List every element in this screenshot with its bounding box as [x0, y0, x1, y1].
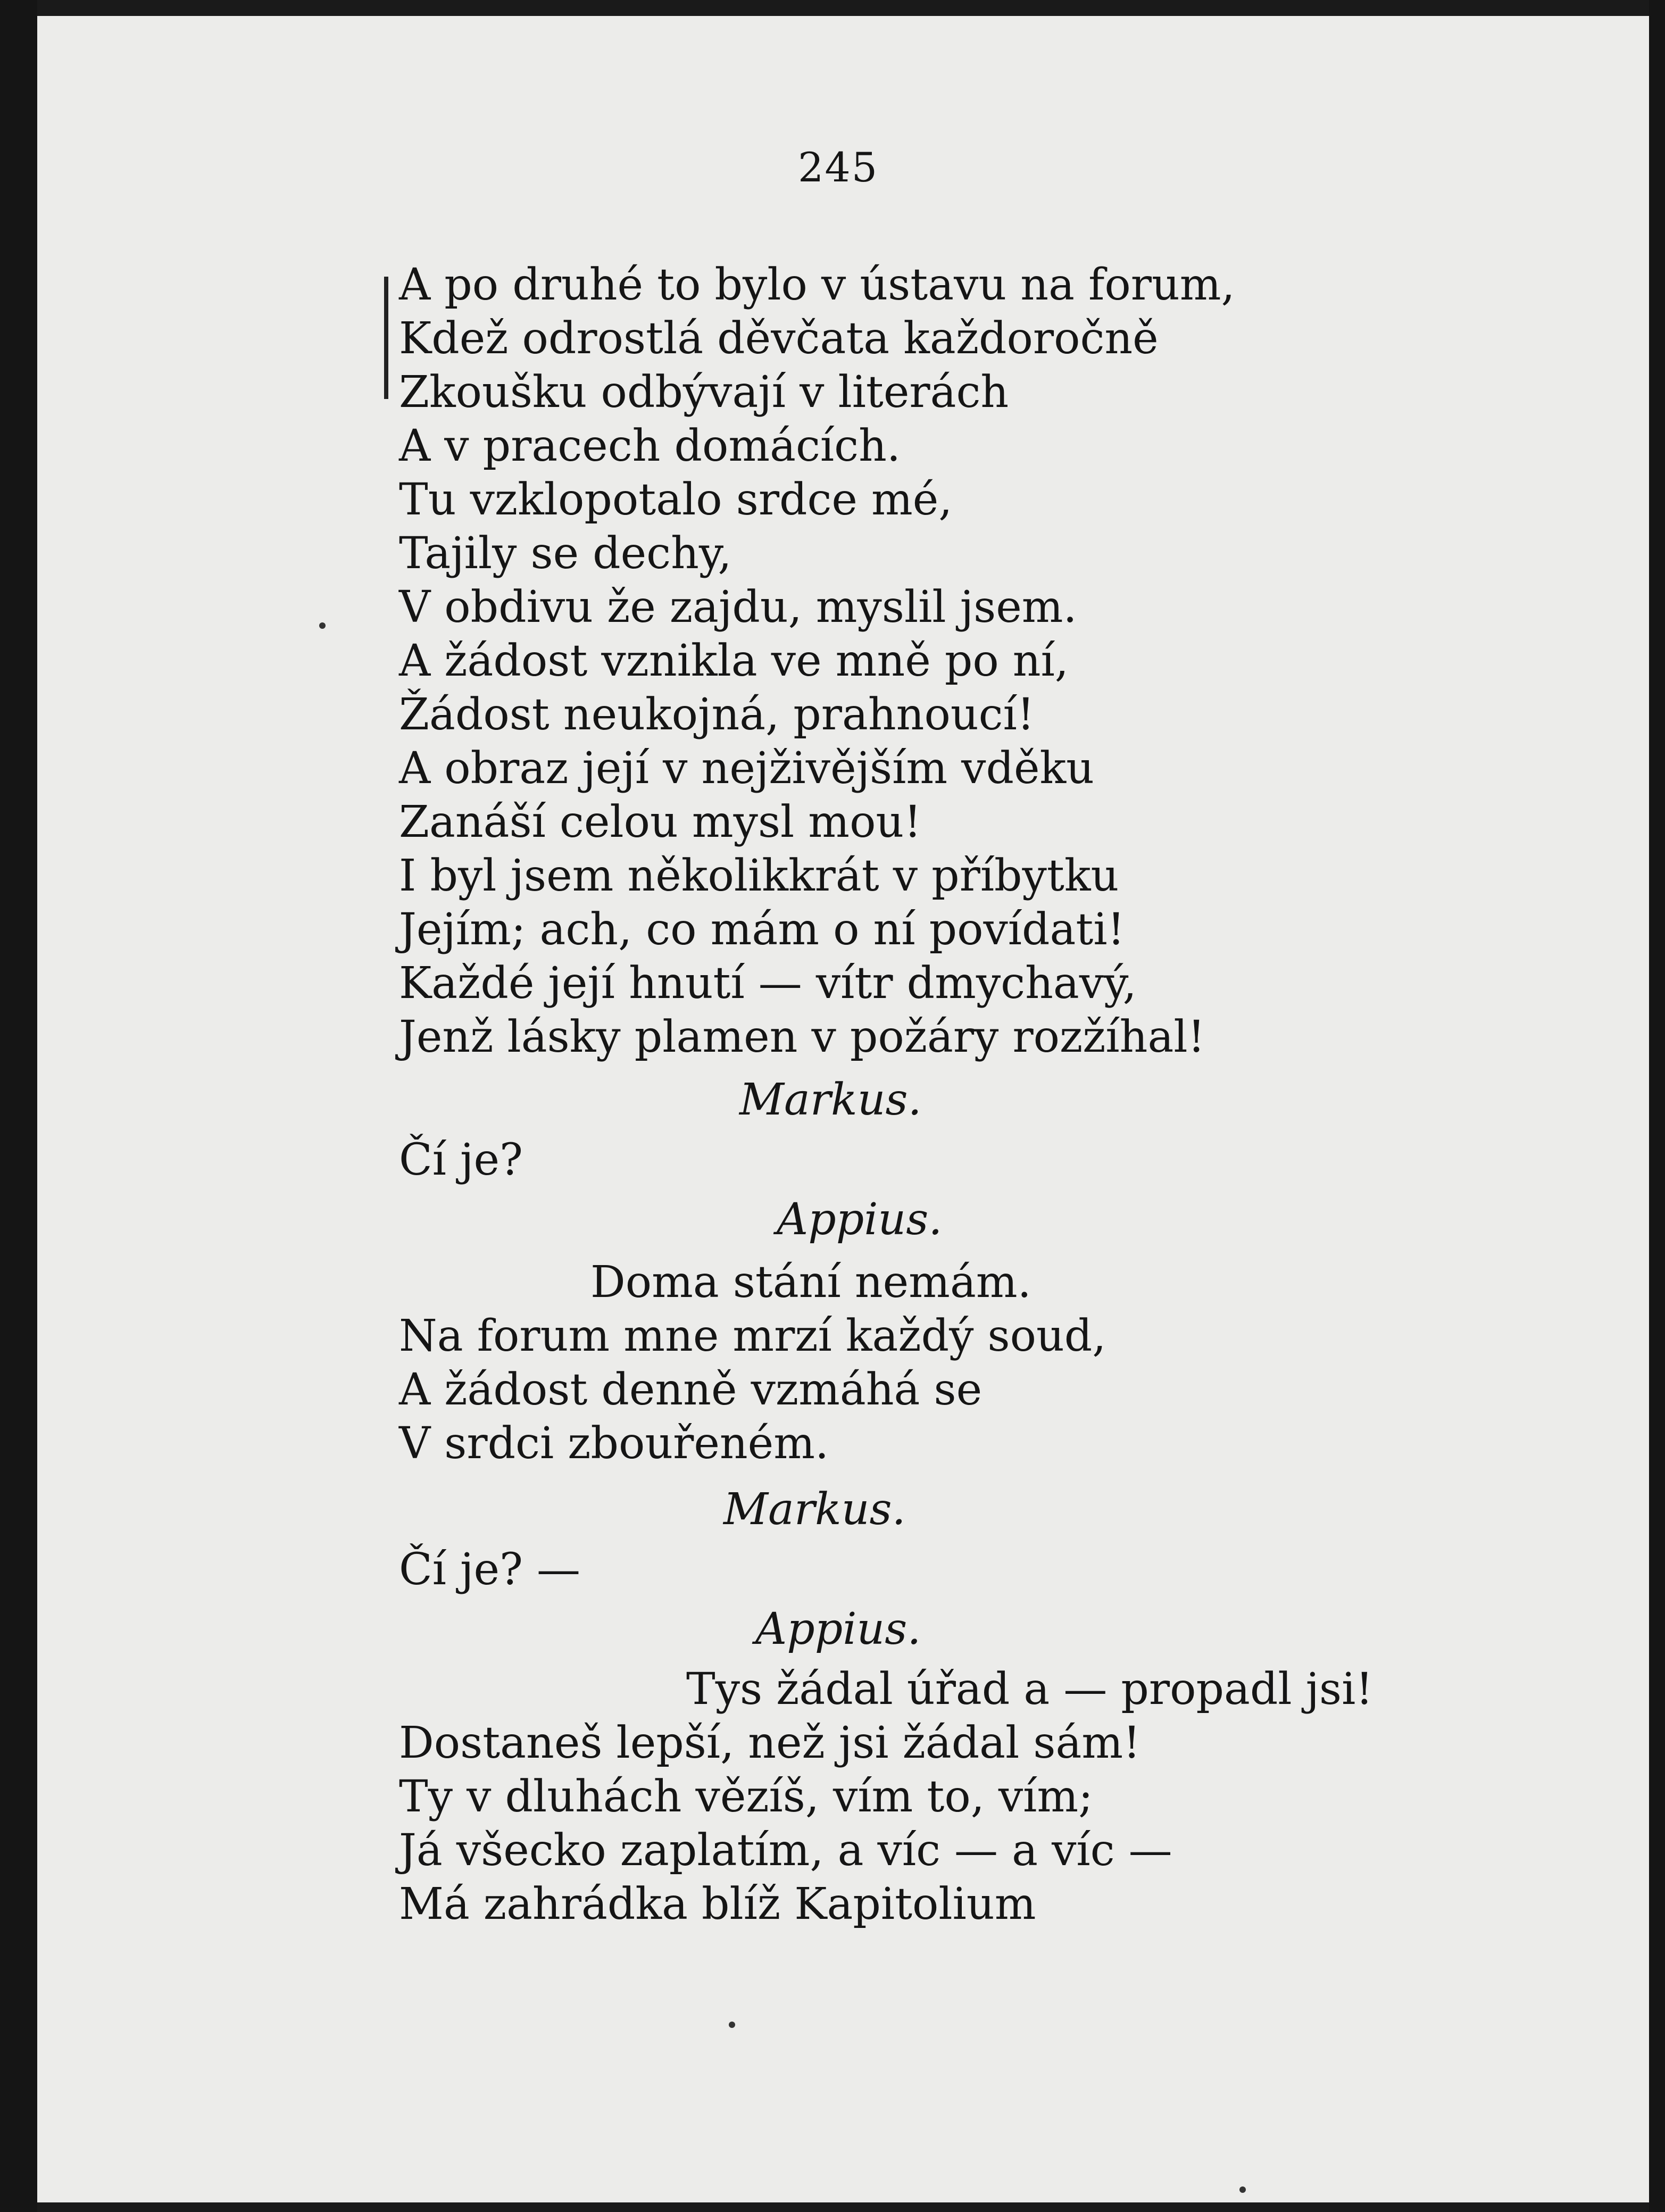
verse-line: V srdci zbouřeném. — [399, 1418, 829, 1469]
reply-line — [399, 1543, 580, 1596]
verse-line: Ty v dluhách vězíš, vím to, vím; — [399, 1772, 1093, 1822]
verse-line: Každé její hnutí — vítr dmychavý, — [399, 958, 1137, 1009]
verse-line: A žádost denně vzmáhá se — [399, 1365, 983, 1415]
verse-line: Zanáší celou mysl mou! — [399, 797, 922, 847]
verse-line: A po druhé to bylo v ústavu na forum, — [399, 260, 1235, 310]
verse-line: A žádost vznikla ve mně po ní, — [399, 636, 1069, 686]
verse-line: Doma stání nemám. — [590, 1257, 1031, 1308]
page-edge-left — [0, 0, 37, 2212]
speaker-name: Markus. — [723, 1484, 906, 1535]
verse-line: Na forum mne mrzí každý soud, — [399, 1311, 1106, 1361]
verse-line: Tajily se dechy, — [399, 528, 732, 579]
verse-line: Žádost neukojná, prahnoucí! — [399, 689, 1035, 740]
print-speck — [1239, 2186, 1246, 2193]
verse-line: V obdivu že zajdu, myslil jsem. — [399, 582, 1077, 633]
verse-line: Kdež odrostlá děvčata každoročně — [399, 313, 1159, 364]
verse-block-2 — [399, 1255, 1106, 1470]
verse-line: Jenž lásky plamen v požáry rozžíhal! — [399, 1012, 1205, 1062]
page-edge-right — [1649, 0, 1665, 2212]
verse-block-3 — [399, 1662, 1373, 1931]
margin-mark — [384, 277, 388, 399]
verse-line: A v pracech domácích. — [399, 421, 901, 471]
verse-line: Jejím; ach, co mám o ní povídati! — [399, 904, 1125, 955]
page-number: 245 — [798, 144, 879, 191]
verse-block-1 — [399, 258, 1543, 1064]
verse-line: Zkoušku odbývají v literách — [399, 367, 1009, 418]
verse-line: A obraz její v nejživějším vděku — [399, 743, 1094, 794]
print-speck — [319, 622, 326, 629]
reply-line — [399, 1133, 523, 1187]
verse-line: Já všecko zaplatím, a víc — a víc — — [399, 1825, 1172, 1876]
verse-line: Tys žádal úřad a — propadl jsi! — [686, 1664, 1373, 1715]
verse-line: Čí je? — [399, 1135, 523, 1185]
verse-line: I byl jsem několikkrát v příbytku — [399, 851, 1119, 901]
print-speck — [729, 2022, 735, 2028]
speaker-name: Appius. — [755, 1604, 921, 1654]
speaker-name: Appius. — [777, 1194, 943, 1245]
book-page — [37, 16, 1649, 2202]
verse-line: Má zahrádka blíž Kapitolium — [399, 1879, 1036, 1930]
verse-line: Čí je? — — [399, 1544, 581, 1595]
verse-line: Tu vzklopotalo srdce mé, — [399, 475, 953, 525]
verse-line: Dostaneš lepší, než jsi žádal sám! — [399, 1718, 1141, 1768]
speaker-name: Markus. — [739, 1075, 922, 1125]
